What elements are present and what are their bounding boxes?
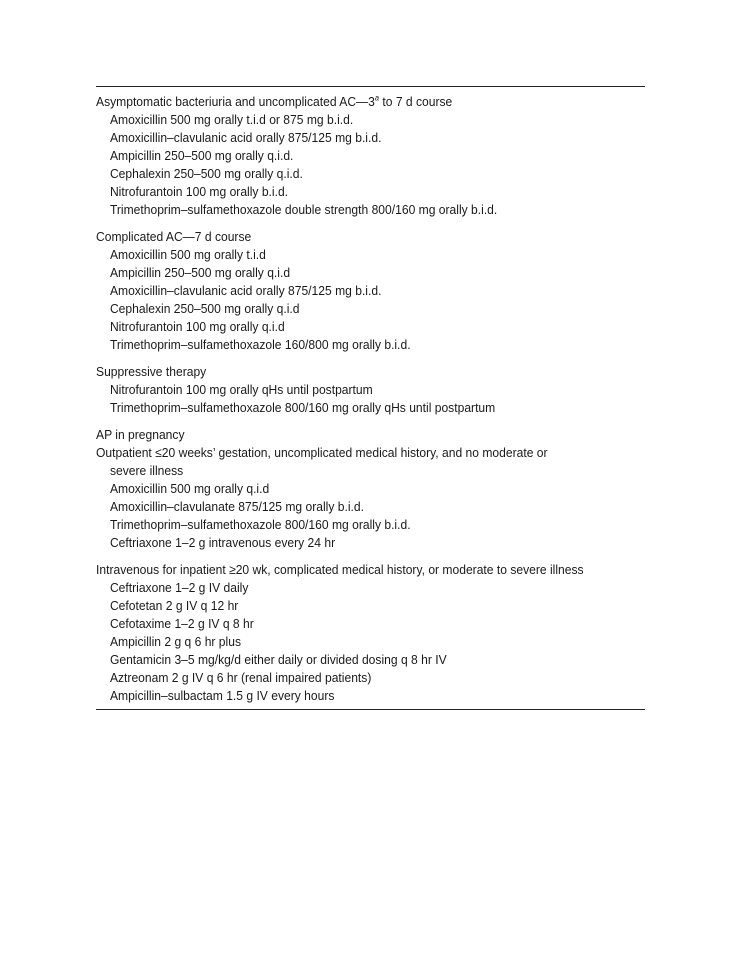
section-complicated-ac (96, 228, 645, 354)
section-subheading-continuation: severe illness (109, 463, 184, 478)
list-item: Trimethoprim–sulfamethoxazole 160/800 mg orally b.i.d. (109, 337, 411, 352)
list-item: Nitrofurantoin 100 mg orally q.i.d (109, 319, 285, 334)
list-item: Amoxicillin 500 mg orally t.i.d or 875 mg b.i.d. (109, 112, 354, 127)
list-item: Trimethoprim–sulfamethoxazole double strength 800/160 mg orally b.i.d. (109, 202, 498, 217)
list-item: Amoxicillin 500 mg orally q.i.d (109, 481, 270, 496)
section-heading: Intravenous for inpatient ≥20 wk, complicated medical history, or moderate to severe illness (96, 562, 584, 577)
heading-text: Asymptomatic bacteriuria and uncomplicated AC—3 (96, 94, 375, 109)
section-heading: Suppressive therapy (96, 364, 207, 379)
section-intravenous-inpatient (96, 561, 645, 705)
list-item: Ampicillin–sulbactam 1.5 g IV every hours (109, 688, 335, 703)
list-item: Amoxicillin–clavulanic acid orally 875/125 mg b.i.d. (109, 130, 382, 145)
list-item: Ampicillin 250–500 mg orally q.i.d (109, 265, 291, 280)
section-ap-in-pregnancy (96, 426, 645, 552)
list-item: Ampicillin 250–500 mg orally q.i.d. (109, 148, 294, 163)
list-item: Ceftriaxone 1–2 g IV daily (109, 580, 249, 595)
list-item: Trimethoprim–sulfamethoxazole 800/160 mg orally b.i.d. (109, 517, 411, 532)
section-heading: AP in pregnancy (96, 427, 185, 442)
section-asymptomatic-bacteriuria (96, 93, 645, 219)
list-item: Cephalexin 250–500 mg orally q.i.d (109, 301, 300, 316)
list-item: Cefotaxime 1–2 g IV q 8 hr (109, 616, 254, 631)
heading-tail: to 7 d course (379, 94, 453, 109)
section-heading (96, 93, 607, 111)
list-item: Ampicillin 2 g q 6 hr plus (109, 634, 241, 649)
treatment-table (96, 86, 645, 710)
list-item: Aztreonam 2 g IV q 6 hr (renal impaired patients) (109, 670, 372, 685)
list-item: Trimethoprim–sulfamethoxazole 800/160 mg orally qHs until postpartum (109, 400, 496, 415)
section-suppressive-therapy (96, 363, 645, 417)
footnote-marker: a (374, 93, 380, 103)
list-item: Gentamicin 3–5 mg/kg/d either daily or divided dosing q 8 hr IV (109, 652, 447, 667)
list-item: Cefotetan 2 g IV q 12 hr (109, 598, 239, 613)
list-item: Ceftriaxone 1–2 g intravenous every 24 hr (109, 535, 336, 550)
list-item: Nitrofurantoin 100 mg orally qHs until postpartum (109, 382, 373, 397)
section-heading: Complicated AC—7 d course (96, 229, 252, 244)
list-item: Amoxicillin–clavulanate 875/125 mg orally b.i.d. (109, 499, 364, 514)
section-subheading: Outpatient ≤20 weeks’ gestation, uncomplicated medical history, and no moderate or (96, 445, 548, 460)
list-item: Cephalexin 250–500 mg orally q.i.d. (109, 166, 303, 181)
list-item: Amoxicillin 500 mg orally t.i.d (109, 247, 266, 262)
list-item: Nitrofurantoin 100 mg orally b.i.d. (109, 184, 289, 199)
list-item: Amoxicillin–clavulanic acid orally 875/125 mg b.i.d. (109, 283, 382, 298)
